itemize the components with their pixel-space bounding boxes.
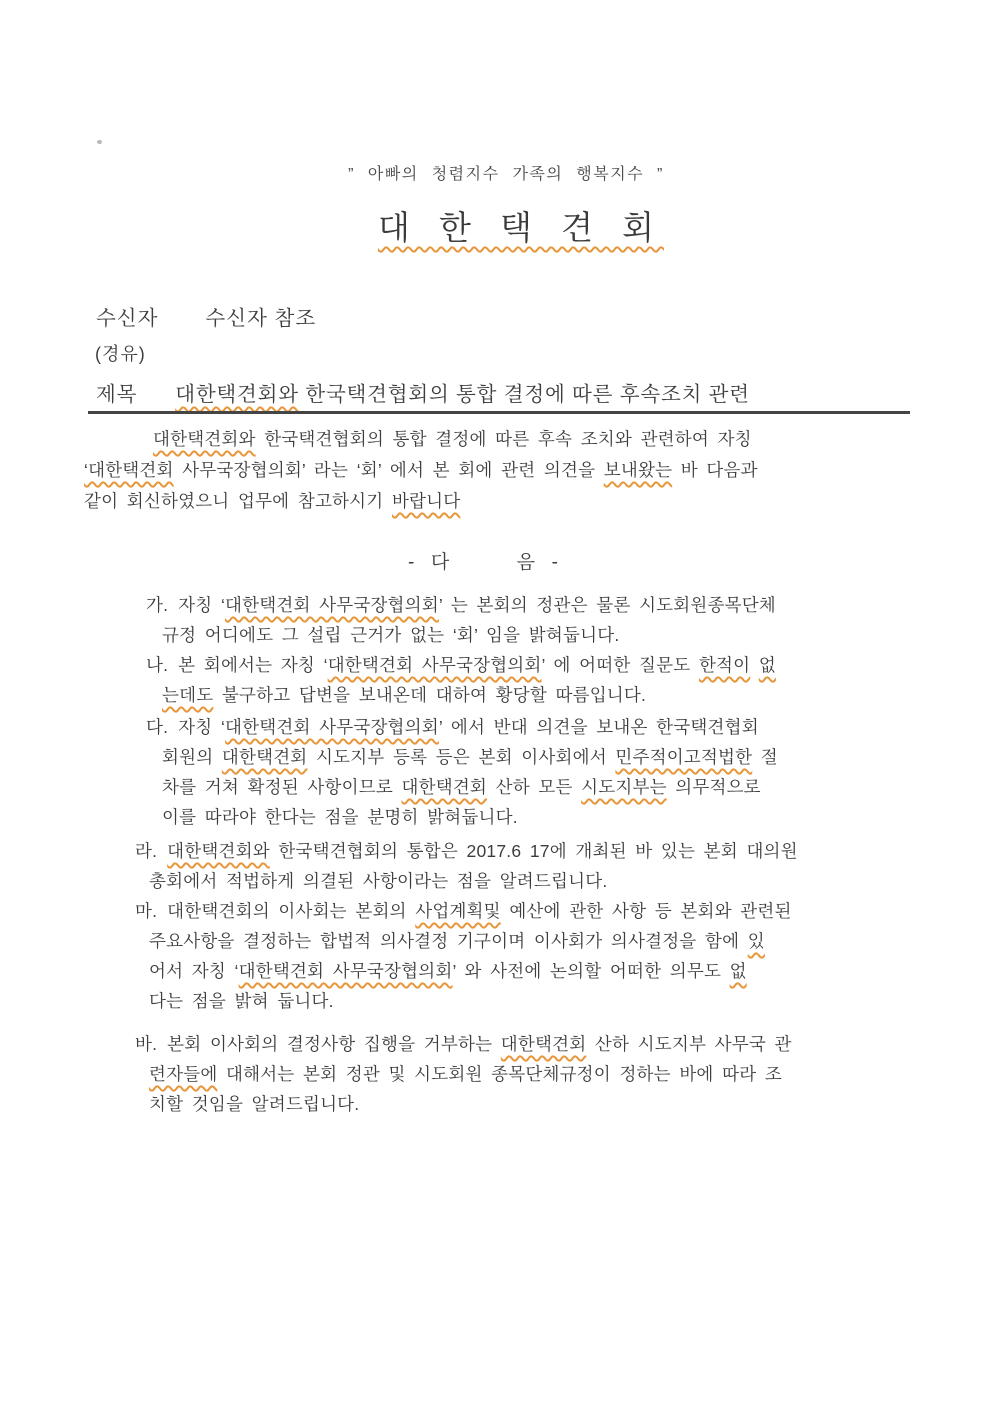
text-run: 한국택견협회의 통합 결정에 따른 후속조치 관련 bbox=[298, 383, 750, 406]
item-line bbox=[84, 956, 964, 986]
text-run: 대한택견회의 이사회는 본회의 bbox=[167, 901, 416, 921]
item-marker: 바. bbox=[135, 1034, 158, 1054]
misspelling-squiggle: 없 bbox=[758, 655, 776, 675]
misspelling-squiggle: 대한택견회 사무국장협의회 bbox=[225, 595, 439, 615]
misspelling-squiggle: 바랍니다 bbox=[391, 491, 461, 511]
misspelling-squiggle: 련자들에 bbox=[149, 1064, 218, 1084]
text-run: 불구하고 답변을 보내온데 대하여 황당할 따름입니다. bbox=[213, 685, 647, 705]
list-item-6 bbox=[84, 1029, 964, 1119]
text-run: 본 회에서는 자칭 ‘ bbox=[178, 655, 328, 675]
text-run: 사무국장협의회’ 라는 ‘회’ 에서 본 회에 관련 의견을 bbox=[173, 460, 604, 480]
body-line bbox=[84, 486, 930, 517]
misspelling-squiggle: 대한택견회 사무국장협의회 bbox=[327, 655, 542, 675]
text-run: 차를 거쳐 확정된 사항이므로 bbox=[162, 777, 402, 797]
item-line bbox=[84, 896, 964, 926]
item-marker: 나. bbox=[146, 655, 169, 675]
text-run: 같이 회신하였으니 업무에 참고하시기 bbox=[84, 491, 392, 511]
item-line bbox=[84, 926, 964, 956]
item-line bbox=[84, 866, 964, 896]
item-line bbox=[84, 590, 964, 620]
item-marker: 가. bbox=[146, 595, 169, 615]
misspelling-squiggle: 는데도 bbox=[162, 685, 214, 705]
item-line bbox=[84, 1029, 964, 1059]
text-run: 다는 점을 밝혀 둡니다. bbox=[149, 991, 334, 1011]
recipient-value: 수신자 참조 bbox=[205, 307, 317, 330]
misspelling-squiggle: 한적이 bbox=[698, 655, 751, 675]
misspelling-squiggle: 대한택견회 사무국장협의회 bbox=[225, 717, 439, 737]
text-run: 의무적으로 bbox=[666, 777, 761, 797]
subject-underline-rule bbox=[88, 411, 910, 414]
org-title: 대 한 택 견 회 bbox=[377, 209, 665, 246]
text-run: 자칭 ‘ bbox=[178, 717, 226, 737]
items-list bbox=[84, 590, 964, 1119]
scan-speck bbox=[97, 140, 102, 144]
text-run: 대해서는 본회 정관 및 시도회원 종목단체규정이 정하는 바에 따라 조 bbox=[217, 1064, 782, 1084]
misspelling-squiggle: 대한택견회와 bbox=[167, 841, 270, 861]
item-line bbox=[84, 802, 964, 832]
item-line bbox=[84, 772, 964, 802]
recipient-row bbox=[96, 301, 316, 331]
text-run: ’ 와 사전에 논의할 어떠한 의무도 bbox=[452, 961, 730, 981]
item-line bbox=[84, 1059, 964, 1089]
misspelling-squiggle: 없 bbox=[729, 961, 747, 981]
text-run bbox=[750, 655, 759, 675]
text-run: 본회 이사회의 결정사항 집행을 거부하는 bbox=[167, 1034, 501, 1054]
body-paragraph bbox=[84, 424, 930, 517]
misspelling-squiggle: 대한택견회 bbox=[500, 1034, 587, 1054]
item-marker: 마. bbox=[135, 901, 158, 921]
item-line bbox=[84, 742, 964, 772]
item-line bbox=[84, 650, 964, 680]
text-run: 주요사항을 결정하는 합법적 의사결정 기구이며 이사회가 의사결정을 함에 bbox=[149, 931, 748, 951]
item-line bbox=[84, 680, 964, 710]
item-line bbox=[84, 986, 964, 1016]
subject-text bbox=[175, 377, 750, 407]
text-run: 예산에 관한 사항 등 본회와 관련된 bbox=[500, 901, 792, 921]
text-run: 치할 것임을 알려드립니다. bbox=[149, 1094, 360, 1114]
list-item-1 bbox=[84, 590, 964, 650]
misspelling-squiggle: 대한택견회 사무국장협의회 bbox=[238, 961, 453, 981]
via-line: (경유) bbox=[95, 344, 146, 364]
text-run: 산하 시도지부 사무국 관 bbox=[586, 1034, 792, 1054]
misspelling-squiggle: 있 bbox=[747, 931, 765, 951]
slogan-line: ” 아빠의 청렴지수 가족의 행복지수 ” bbox=[348, 166, 664, 183]
list-item-3 bbox=[84, 712, 964, 832]
text-run: ’ 에 어떠한 질문도 bbox=[541, 655, 699, 675]
text-run: 총회에서 적법하게 의결된 사항이라는 점을 알려드립니다. bbox=[149, 871, 608, 891]
subject-label: 제목 bbox=[96, 383, 138, 406]
text-run: 회원의 bbox=[162, 747, 222, 767]
item-marker: 다. bbox=[146, 717, 169, 737]
misspelling-squiggle: 민주적이고적법한 bbox=[615, 747, 753, 767]
misspelling-squiggle: 사업계획및 bbox=[415, 901, 501, 921]
misspelling-squiggle: 대한택견회와 bbox=[153, 429, 256, 449]
text-run: 산하 모든 bbox=[487, 777, 582, 797]
item-marker: 라. bbox=[135, 841, 158, 861]
subject-row bbox=[96, 377, 750, 407]
item-line bbox=[84, 836, 964, 866]
daeum-divider: - 다 음 - bbox=[408, 552, 560, 573]
text-run: 어서 자칭 ‘ bbox=[149, 961, 239, 981]
body-line bbox=[84, 424, 930, 455]
text-run: 시도지부 등록 등은 본회 이사회에서 bbox=[307, 747, 616, 767]
misspelling-squiggle: 대한택견회와 bbox=[175, 383, 299, 406]
recipient-label: 수신자 bbox=[96, 307, 159, 330]
text-run: 바 다음과 bbox=[672, 460, 758, 480]
text-run: 절 bbox=[752, 747, 778, 767]
misspelling-squiggle: 시도지부는 bbox=[581, 777, 667, 797]
list-item-2 bbox=[84, 650, 964, 710]
misspelling-squiggle: 보내왔는 bbox=[603, 460, 673, 480]
text-run: ’ 는 본회의 정관은 물론 시도회원종목단체 bbox=[438, 595, 776, 615]
item-line bbox=[84, 1089, 964, 1119]
item-line bbox=[84, 712, 964, 742]
misspelling-squiggle: 대한택견회 bbox=[401, 777, 488, 797]
list-item-5 bbox=[84, 896, 964, 1016]
text-run: 이를 따라야 한다는 점을 분명히 밝혀둡니다. bbox=[162, 807, 518, 827]
list-item-4 bbox=[84, 836, 964, 896]
body-line bbox=[84, 455, 930, 486]
misspelling-squiggle: ‘대한택견회 bbox=[84, 460, 174, 480]
misspelling-squiggle: 대한택견회 bbox=[221, 747, 308, 767]
text-run: 한국택견협회의 통합 결정에 따른 후속 조치와 관련하여 자칭 bbox=[255, 429, 752, 449]
text-run: 규정 어디에도 그 설립 근거가 없는 ‘회’ 임을 밝혀둡니다. bbox=[162, 625, 620, 645]
item-line bbox=[84, 620, 964, 650]
text-run: 한국택견협회의 통합은 2017.6 17에 개최된 바 있는 본회 대의원 bbox=[269, 841, 798, 861]
text-run: 자칭 ‘ bbox=[178, 595, 226, 615]
text-run: ’ 에서 반대 의견을 보내온 한국택견협회 bbox=[438, 717, 759, 737]
